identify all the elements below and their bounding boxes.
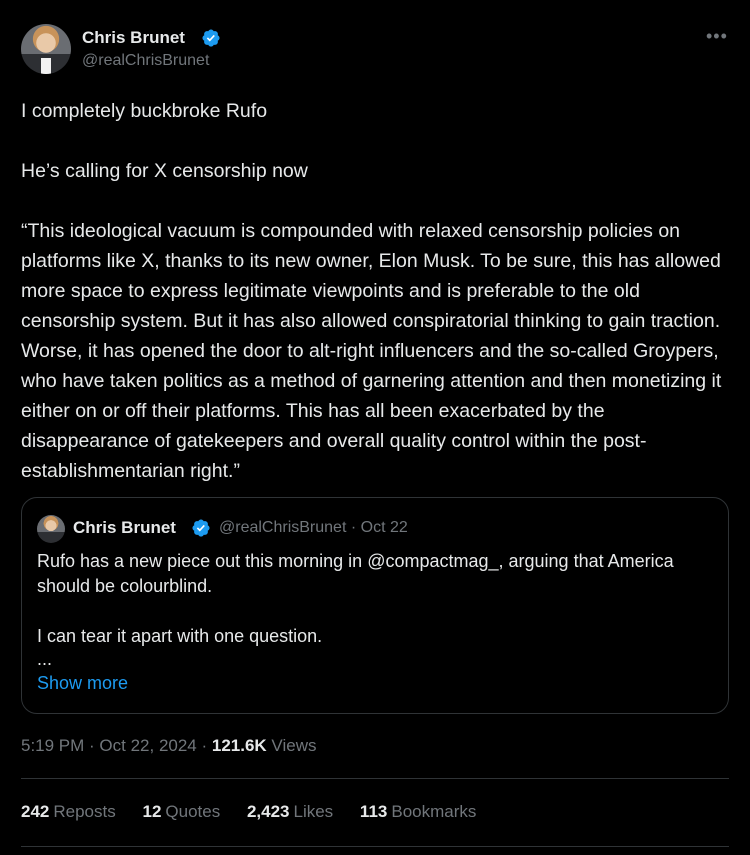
quotes-label: Quotes	[165, 802, 221, 821]
more-options-icon[interactable]: •••	[706, 26, 728, 46]
reposts-stat[interactable]	[21, 802, 116, 821]
quoted-author-name: Chris Brunet	[73, 518, 176, 537]
post-timestamp	[21, 736, 316, 756]
post-paragraph: He’s calling for X censorship now	[21, 160, 308, 182]
quotes-count: 12	[142, 802, 162, 821]
likes-label: Likes	[293, 802, 334, 821]
reposts-count: 242	[21, 802, 50, 821]
show-more-link[interactable]: Show more	[37, 673, 129, 693]
reposts-label: Reposts	[53, 802, 116, 821]
quoted-paragraph: I can tear it apart with one question.	[37, 626, 323, 646]
post-paragraph: I completely buckbroke Rufo	[21, 100, 268, 122]
author-handle[interactable]: @realChrisBrunet	[82, 52, 210, 69]
quoted-post-card[interactable]	[21, 497, 729, 714]
likes-count: 2,423	[246, 802, 290, 821]
engagement-stats	[21, 802, 498, 822]
bookmarks-count: 113	[359, 802, 388, 821]
quoted-ellipsis: ...	[37, 649, 53, 669]
views-count: 121.6K	[211, 736, 267, 755]
quoted-paragraph: Rufo has a new piece out this morning in @compactmag_, arguing that America should be colourblind.	[37, 551, 674, 596]
post-body	[21, 96, 733, 486]
likes-stat[interactable]	[247, 802, 333, 821]
author-name[interactable]: Chris Brunet	[82, 28, 185, 47]
quoted-verified-badge-icon	[191, 518, 211, 538]
quotes-stat[interactable]	[142, 802, 220, 821]
quoted-handle-date: @realChrisBrunet · Oct 22	[219, 519, 408, 536]
views-label: Views	[266, 736, 317, 755]
divider	[21, 778, 729, 779]
divider	[21, 846, 729, 847]
time-date[interactable]: 5:19 PM · Oct 22, 2024 ·	[21, 736, 212, 755]
bookmarks-label: Bookmarks	[391, 802, 477, 821]
quoted-author-avatar	[37, 515, 65, 543]
verified-badge-icon	[201, 28, 221, 48]
quoted-text	[37, 549, 717, 649]
author-avatar[interactable]	[21, 24, 71, 74]
post-paragraph: “This ideological vacuum is compounded with relaxed censorship policies on platforms like X, thanks to its new owner, Elon Musk. To be sure, this has allowed more space to express legitimate viewpoints and is preferable to the old censorship system. But it has also allowed conspiratorial thinking to gain traction. Worse, it has opened the door to alt-right influencers and the so-called Groypers, who have taken politics as a method of garnering attention and then monetizing it either on or off their platforms. This has all been exacerbated by the disappearance of gatekeepers and overall quality control within the post-establishmentarian right.”	[21, 220, 722, 482]
bookmarks-stat[interactable]	[360, 802, 476, 821]
